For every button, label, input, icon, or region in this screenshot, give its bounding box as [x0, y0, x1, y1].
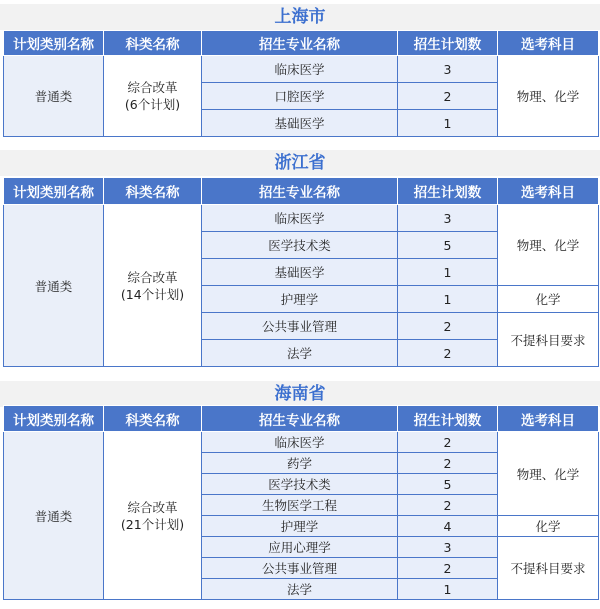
- plan-type-cell: 普通类: [4, 56, 104, 137]
- header-count: 招生计划数: [398, 31, 498, 56]
- table-row: [4, 56, 599, 83]
- header-count: 招生计划数: [398, 406, 498, 432]
- category-note: (21个计划): [120, 516, 185, 532]
- category-note: (14个计划): [120, 286, 185, 302]
- section-title: 海南省: [0, 381, 600, 407]
- subject-cell: 不提科目要求: [498, 537, 599, 600]
- category-label: 综合改革: [127, 499, 178, 515]
- major-cell: 生物医学工程: [202, 495, 398, 516]
- header-major: 招生专业名称: [202, 178, 398, 205]
- count-cell: 3: [398, 205, 498, 232]
- category-cell: [104, 205, 202, 367]
- plan-table: [3, 30, 599, 137]
- header-row: [4, 406, 599, 432]
- major-cell: 公共事业管理: [202, 313, 398, 340]
- category-note: (6个计划): [124, 97, 181, 112]
- major-cell: 医学技术类: [202, 474, 398, 495]
- header-category: 科类名称: [104, 31, 202, 56]
- major-cell: 口腔医学: [202, 83, 398, 110]
- header-category: 科类名称: [104, 406, 202, 432]
- major-cell: 医学技术类: [202, 232, 398, 259]
- subject-cell: 物理、化学: [498, 432, 599, 516]
- major-cell: 护理学: [202, 516, 398, 537]
- count-cell: 1: [398, 259, 498, 286]
- count-cell: 2: [398, 495, 498, 516]
- count-cell: 1: [398, 579, 498, 600]
- header-major: 招生专业名称: [202, 406, 398, 432]
- header-subjects: 选考科目: [498, 178, 599, 205]
- subject-cell: 不提科目要求: [498, 313, 599, 367]
- count-cell: 3: [398, 56, 498, 83]
- header-category: 科类名称: [104, 178, 202, 205]
- header-major: 招生专业名称: [202, 31, 398, 56]
- plan-table: [3, 405, 599, 600]
- plan-table: [3, 177, 599, 367]
- major-cell: 临床医学: [202, 205, 398, 232]
- count-cell: 1: [398, 110, 498, 137]
- header-row: [4, 31, 599, 56]
- count-cell: 3: [398, 537, 498, 558]
- major-cell: 药学: [202, 453, 398, 474]
- header-subjects: 选考科目: [498, 31, 599, 56]
- plan-type-cell: 普通类: [4, 432, 104, 600]
- section-title: 浙江省: [0, 150, 600, 176]
- major-cell: 临床医学: [202, 432, 398, 453]
- major-cell: 基础医学: [202, 259, 398, 286]
- major-cell: 公共事业管理: [202, 558, 398, 579]
- count-cell: 5: [398, 232, 498, 259]
- count-cell: 2: [398, 340, 498, 367]
- subject-cell: 化学: [498, 286, 599, 313]
- header-plan-type: 计划类别名称: [4, 31, 104, 56]
- count-cell: 2: [398, 432, 498, 453]
- category-cell: [104, 432, 202, 600]
- count-cell: 2: [398, 83, 498, 110]
- count-cell: 1: [398, 286, 498, 313]
- subject-cell: 物理、化学: [498, 56, 599, 137]
- header-plan-type: 计划类别名称: [4, 406, 104, 432]
- major-cell: 法学: [202, 340, 398, 367]
- table-row: [4, 432, 599, 453]
- major-cell: 临床医学: [202, 56, 398, 83]
- header-plan-type: 计划类别名称: [4, 178, 104, 205]
- category-label: 综合改革: [127, 80, 178, 95]
- major-cell: 法学: [202, 579, 398, 600]
- subject-cell: 化学: [498, 516, 599, 537]
- major-cell: 护理学: [202, 286, 398, 313]
- section-title: 上海市: [0, 4, 600, 30]
- header-subjects: 选考科目: [498, 406, 599, 432]
- count-cell: 5: [398, 474, 498, 495]
- count-cell: 4: [398, 516, 498, 537]
- plan-type-cell: 普通类: [4, 205, 104, 367]
- count-cell: 2: [398, 313, 498, 340]
- count-cell: 2: [398, 558, 498, 579]
- header-row: [4, 178, 599, 205]
- major-cell: 基础医学: [202, 110, 398, 137]
- table-row: [4, 205, 599, 232]
- category-label: 综合改革: [127, 269, 178, 285]
- major-cell: 应用心理学: [202, 537, 398, 558]
- header-count: 招生计划数: [398, 178, 498, 205]
- count-cell: 2: [398, 453, 498, 474]
- category-cell: [104, 56, 202, 137]
- subject-cell: 物理、化学: [498, 205, 599, 286]
